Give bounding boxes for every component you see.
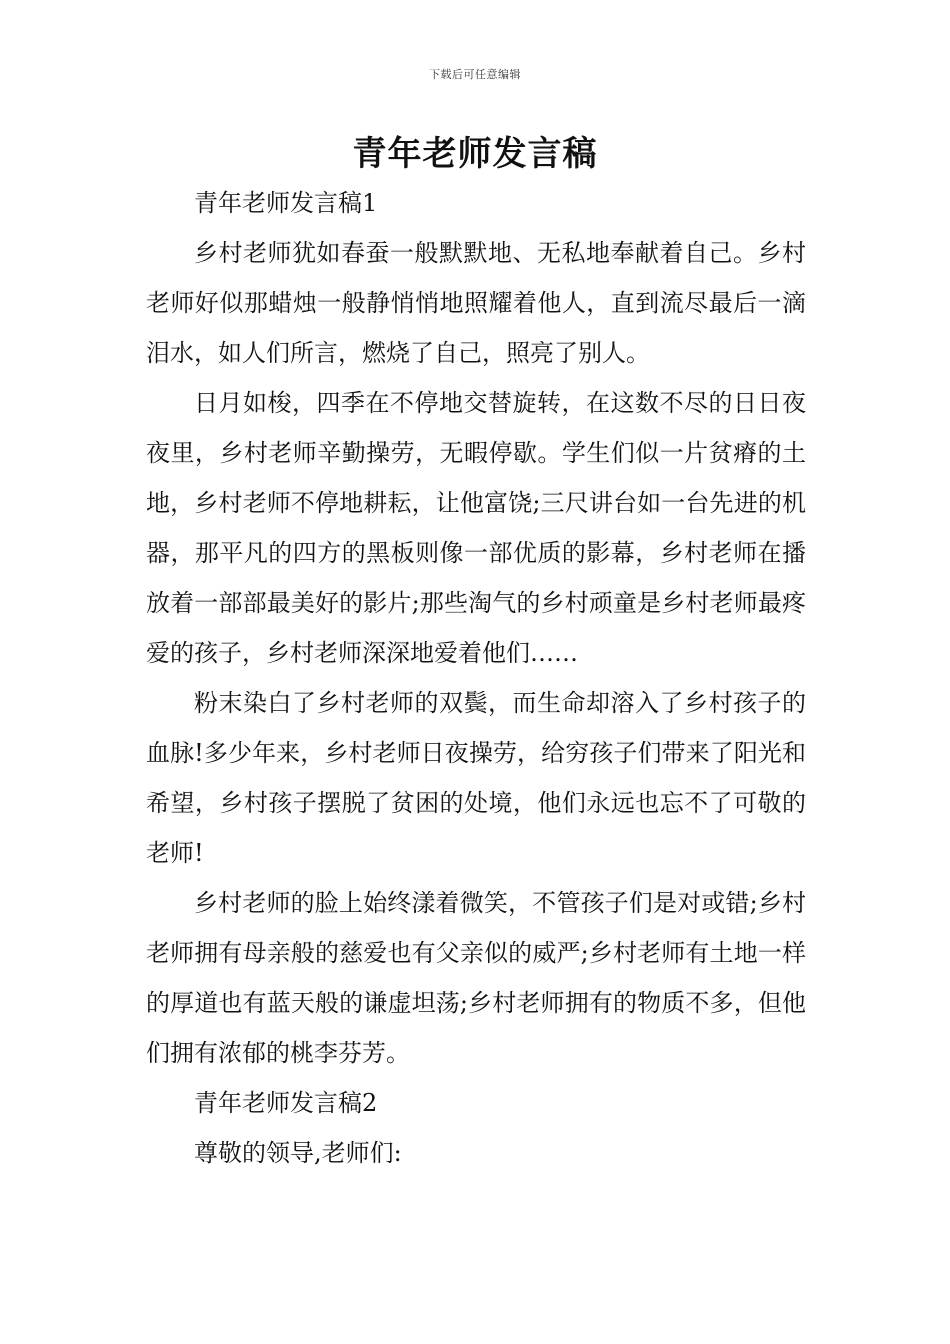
paragraph-3: 粉末染白了乡村老师的双鬓，而生命却溶入了乡村孩子的血脉!多少年来，乡村老师日夜操劳，给穷孩子们带来了阳光和希望，乡村孩子摆脱了贫困的处境，他们永远也忘不了可敬的老师! [146, 689, 806, 867]
paragraph-2: 日月如梭，四季在不停地交替旋转，在这数不尽的日日夜夜里，乡村老师辛勤操劳，无暇停歇。学生们似一片贫瘠的土地，乡村老师不停地耕耘，让他富饶;三尺讲台如一台先进的机器，那平凡的四方的黑板则像一部优质的影幕，乡村老师在播放着一部部最美好的影片;那些淘气的乡村顽童是乡村老师最疼爱的孩子，乡村老师深深地爱着他们…… [146, 389, 806, 667]
paragraph-1: 乡村老师犹如春蚕一般默默地、无私地奉献着自己。乡村老师好似那蜡烛一般静悄悄地照耀着他人，直到流尽最后一滴泪水，如人们所言，燃烧了自己，照亮了别人。 [146, 239, 806, 367]
section-heading-1: 青年老师发言稿1 [194, 189, 378, 217]
header-note: 下载后可任意编辑 [429, 68, 521, 81]
document-title: 青年老师发言稿 [352, 134, 598, 174]
paragraph-5: 尊敬的领导,老师们: [194, 1139, 402, 1167]
section-heading-2: 青年老师发言稿2 [194, 1089, 378, 1117]
paragraph-4: 乡村老师的脸上始终漾着微笑，不管孩子们是对或错;乡村老师拥有母亲般的慈爱也有父亲似的威严;乡村老师有土地一样的厚道也有蓝天般的谦虚坦荡;乡村老师拥有的物质不多，但他们拥有浓郁的桃李芬芳。 [146, 889, 806, 1067]
document-body [146, 178, 806, 1178]
